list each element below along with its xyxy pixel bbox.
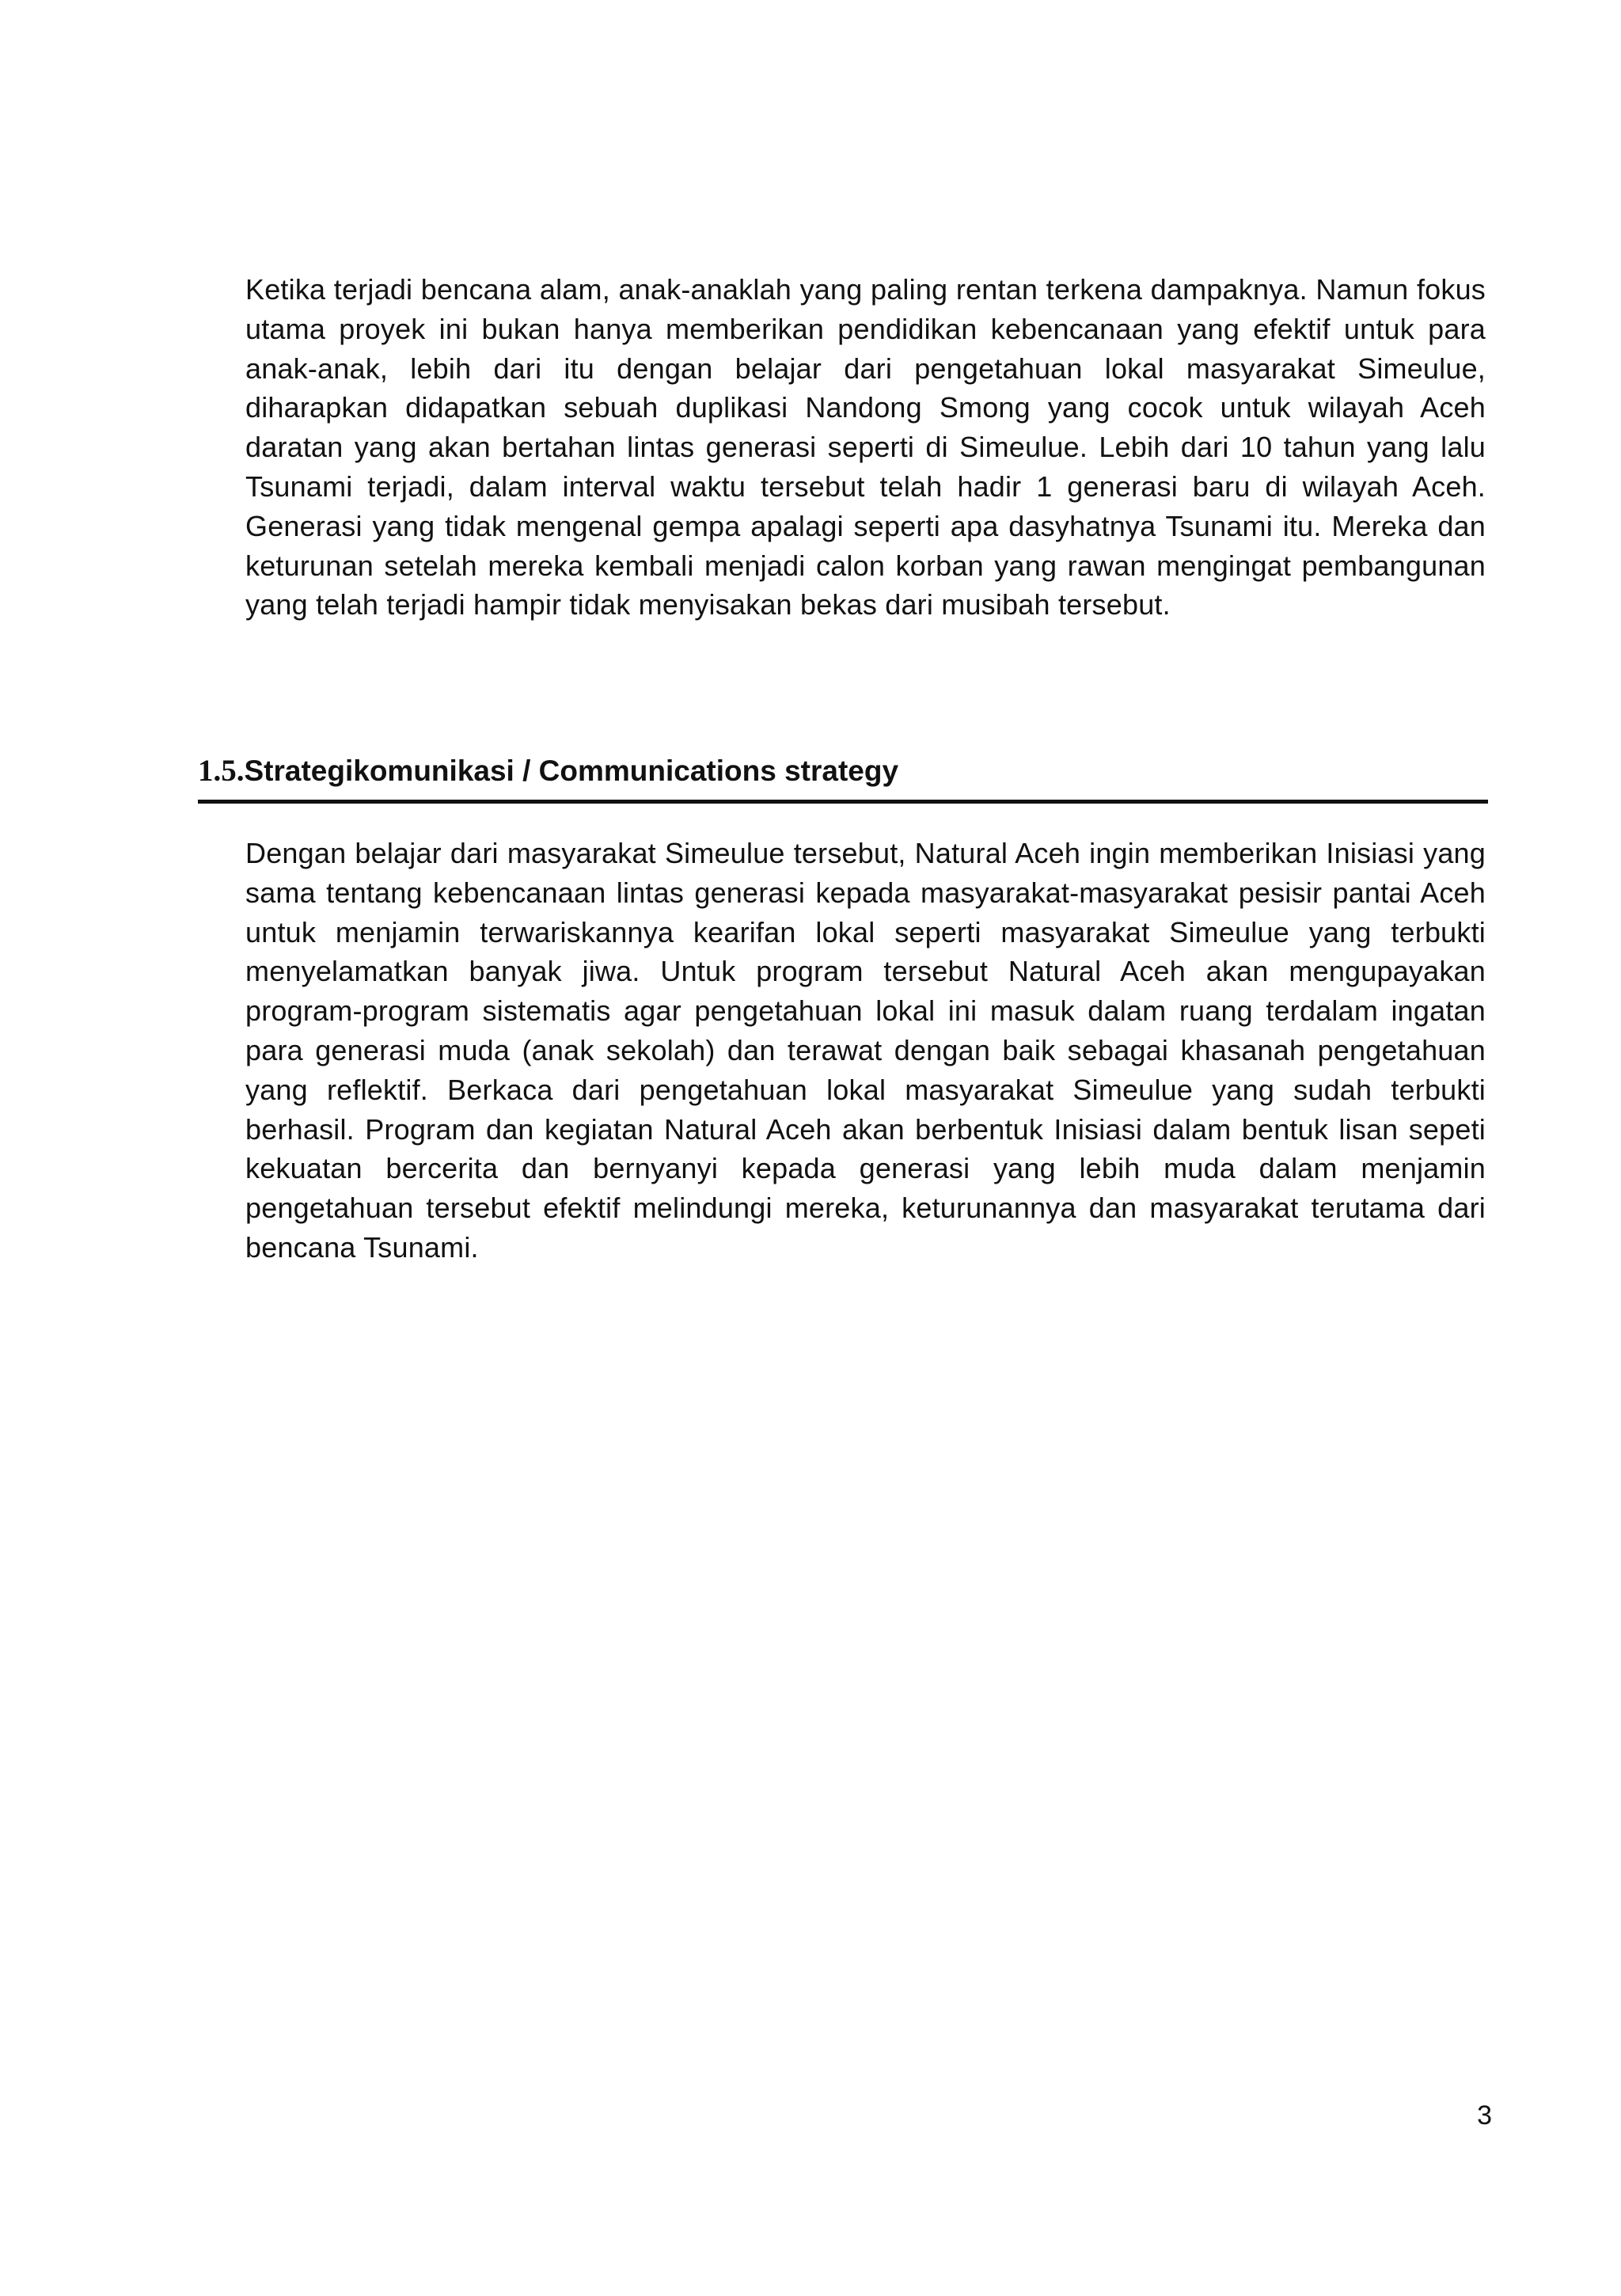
section-title: Strategikomunikasi / Communications strategy (244, 755, 899, 787)
page-number: 3 (1477, 2100, 1492, 2131)
body-paragraph-strategy: Dengan belajar dari masyarakat Simeulue tersebut, Natural Aceh ingin memberikan Inisiasi yang sama tentang kebencanaan lintas generasi kepada masyarakat-masyarakat pesisir pantai Aceh untuk menjamin terwariskannya kearifan lokal seperti masyarakat Simeulue yang terbukti menyelamatkan banyak jiwa. Untuk program tersebut Natural Aceh akan mengupayakan program-program sistematis agar pengetahuan lokal ini masuk dalam ruang terdalam ingatan para generasi muda (anak sekolah) dan terawat dengan baik sebagai khasanah pengetahuan yang reflektif. Berkaca dari pengetahuan lokal masyarakat Simeulue yang sudah terbukti berhasil. Program dan kegiatan Natural Aceh akan berbentuk Inisiasi dalam bentuk lisan sepeti kekuatan bercerita dan bernyanyi kepada generasi yang lebih muda dalam menjamin pengetahuan tersebut efektif melindungi mereka, keturunannya dan masyarakat terutama dari bencana Tsunami. (245, 837, 1486, 1264)
section-divider (198, 800, 1488, 804)
section-number: 1.5. (198, 754, 245, 788)
section-heading (198, 752, 1488, 790)
body-paragraph-intro: Ketika terjadi bencana alam, anak-anaklah yang paling rentan terkena dampaknya. Namun fokus utama proyek ini bukan hanya memberikan pendidikan kebencanaan yang efektif untuk para anak-anak, lebih dari itu dengan belajar dari pengetahuan lokal masyarakat Simeulue, diharapkan didapatkan sebuah duplikasi Nandong Smong yang cocok untuk wilayah Aceh daratan yang akan bertahan lintas generasi seperti di Simeulue. Lebih dari 10 tahun yang lalu Tsunami terjadi, dalam interval waktu tersebut telah hadir 1 generasi baru di wilayah Aceh. Generasi yang tidak mengenal gempa apalagi seperti apa dasyhatnya Tsunami itu. Mereka dan keturunan setelah mereka kembali menjadi calon korban yang rawan mengingat pembangunan yang telah terjadi hampir tidak menyisakan bekas dari musibah tersebut. (245, 273, 1486, 622)
